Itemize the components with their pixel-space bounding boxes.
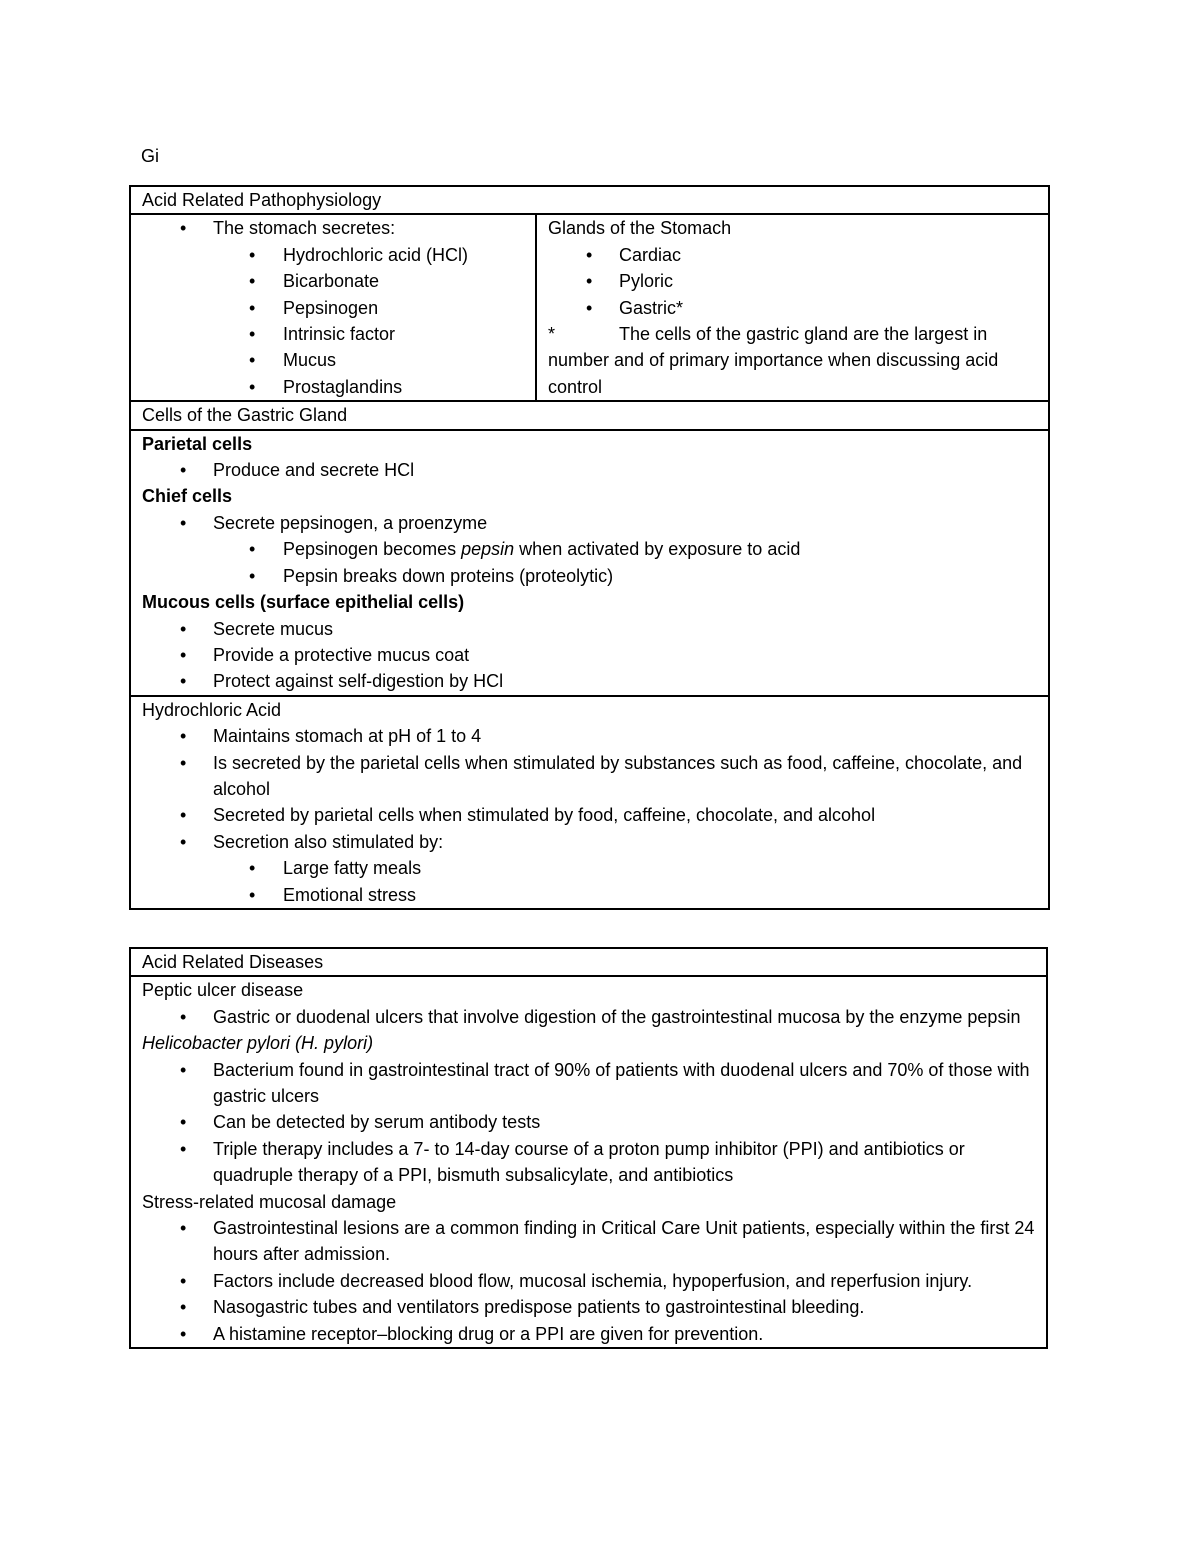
- bullet: •: [180, 644, 187, 665]
- hcl-title: Hydrochloric Acid: [142, 699, 282, 720]
- bullet: •: [180, 1138, 187, 1159]
- bullet: •: [180, 726, 187, 747]
- list-item: Secretion also stimulated by:: [213, 831, 444, 852]
- bullet: •: [180, 1297, 187, 1318]
- text-run-italic: pepsin: [461, 539, 515, 560]
- bullet: •: [180, 831, 187, 852]
- footnote-text: The cells of the gastric gland are the largest in: [619, 324, 988, 345]
- bullet: •: [249, 324, 256, 345]
- bullet: •: [249, 858, 256, 879]
- list-item: Pepsin breaks down proteins (proteolytic): [283, 565, 614, 586]
- parietal-title: Parietal cells: [142, 433, 253, 454]
- glands-title: Glands of the Stomach: [548, 218, 732, 239]
- list-item: Hydrochloric acid (HCl): [283, 244, 469, 265]
- footnote-continued: number and of primary importance when discussing acid control: [548, 350, 999, 397]
- list-item: Triple therapy includes a 7- to 14-day course of a proton pump inhibitor (PPI) and antibiotics or quadruple therapy of a PPI, bismuth subsalicylate, and antibiotics: [213, 1138, 965, 1186]
- text-run: when activated by exposure to acid: [514, 539, 801, 560]
- list-item: Gastric or duodenal ulcers that involve digestion of the gastrointestinal mucosa by the enzyme pepsin: [213, 1006, 1021, 1027]
- bullet: •: [249, 297, 256, 318]
- secretes-label: The stomach secretes:: [213, 218, 396, 239]
- list-item: Provide a protective mucus coat: [213, 644, 470, 665]
- bullet: •: [586, 244, 593, 265]
- list-item: Prostaglandins: [283, 376, 403, 397]
- chief-title: Chief cells: [142, 486, 233, 507]
- pathophysiology-table: [129, 185, 1050, 910]
- bullet: •: [180, 752, 187, 773]
- list-item: Intrinsic factor: [283, 324, 396, 345]
- bullet: •: [180, 805, 187, 826]
- section-header: Cells of the Gastric Gland: [130, 401, 1049, 429]
- list-item: Mucus: [283, 350, 337, 371]
- list-item: Bicarbonate: [283, 271, 380, 292]
- bullet: •: [180, 1112, 187, 1133]
- hpylori-title: Helicobacter pylori (H. pylori): [142, 1033, 374, 1054]
- bullet: •: [249, 884, 256, 905]
- footnote-marker: *: [548, 324, 556, 345]
- list-item: Pepsinogen: [283, 297, 379, 318]
- hcl-cell: [130, 696, 1049, 909]
- bullet: •: [180, 1059, 187, 1080]
- bullet: •: [180, 1270, 187, 1291]
- secretes-cell: [130, 214, 536, 401]
- bullet: •: [586, 297, 593, 318]
- bullet: •: [586, 271, 593, 292]
- table-header: Acid Related Diseases: [130, 948, 1047, 976]
- bullet: •: [249, 565, 256, 586]
- list-item: Bacterium found in gastrointestinal tract of 90% of patients with duodenal ulcers and 70% of those with gastric ulcers: [213, 1059, 1030, 1107]
- list-item: Produce and secrete HCl: [213, 460, 415, 481]
- list-item: Secrete pepsinogen, a proenzyme: [213, 512, 488, 533]
- list-item: Gastrointestinal lesions are a common finding in Critical Care Unit patients, especially within the first 24 hours after admission.: [213, 1218, 1035, 1265]
- diseases-table: [129, 947, 1048, 1349]
- list-item: Can be detected by serum antibody tests: [213, 1112, 541, 1133]
- bullet: •: [180, 1006, 187, 1027]
- list-item: Large fatty meals: [283, 858, 422, 879]
- diseases-cell: [130, 976, 1047, 1348]
- bullet: •: [180, 512, 187, 533]
- bullet: •: [180, 618, 187, 639]
- list-item: Gastric*: [619, 297, 684, 318]
- bullet: •: [180, 671, 187, 692]
- document-title: Gi: [141, 146, 159, 166]
- list-item: Pyloric: [619, 271, 674, 292]
- list-item: Maintains stomach at pH of 1 to 4: [213, 726, 482, 747]
- gastric-cells-cell: [130, 430, 1049, 696]
- bullet: •: [180, 1218, 187, 1239]
- list-item: Emotional stress: [283, 884, 417, 905]
- list-item: [283, 536, 1044, 562]
- list-item: Secreted by parietal cells when stimulated by food, caffeine, chocolate, and alcohol: [213, 805, 876, 826]
- bullet: •: [180, 460, 187, 481]
- list-item: Secrete mucus: [213, 618, 334, 639]
- bullet: •: [180, 218, 187, 239]
- list-item: Cardiac: [619, 244, 682, 265]
- table-header: Acid Related Pathophysiology: [130, 186, 1049, 214]
- glands-cell: [536, 214, 1049, 401]
- bullet: •: [249, 350, 256, 371]
- bullet: •: [180, 1323, 187, 1344]
- list-item: Is secreted by the parietal cells when stimulated by substances such as food, caffeine, chocolate, and alcohol: [213, 752, 1023, 799]
- text-run: Pepsinogen becomes: [283, 539, 462, 560]
- list-item: A histamine receptor–blocking drug or a PPI are given for prevention.: [213, 1323, 764, 1344]
- stress-title: Stress-related mucosal damage: [142, 1191, 397, 1212]
- bullet: •: [249, 244, 256, 265]
- peptic-title: Peptic ulcer disease: [142, 980, 304, 1001]
- list-item: Protect against self-digestion by HCl: [213, 671, 504, 692]
- bullet: •: [249, 271, 256, 292]
- bullet: •: [249, 539, 256, 560]
- list-item: Factors include decreased blood flow, mucosal ischemia, hypoperfusion, and reperfusion injury.: [213, 1270, 973, 1291]
- list-item: Nasogastric tubes and ventilators predispose patients to gastrointestinal bleeding.: [213, 1297, 865, 1318]
- bullet: •: [249, 376, 256, 397]
- mucous-title: Mucous cells (surface epithelial cells): [142, 592, 465, 613]
